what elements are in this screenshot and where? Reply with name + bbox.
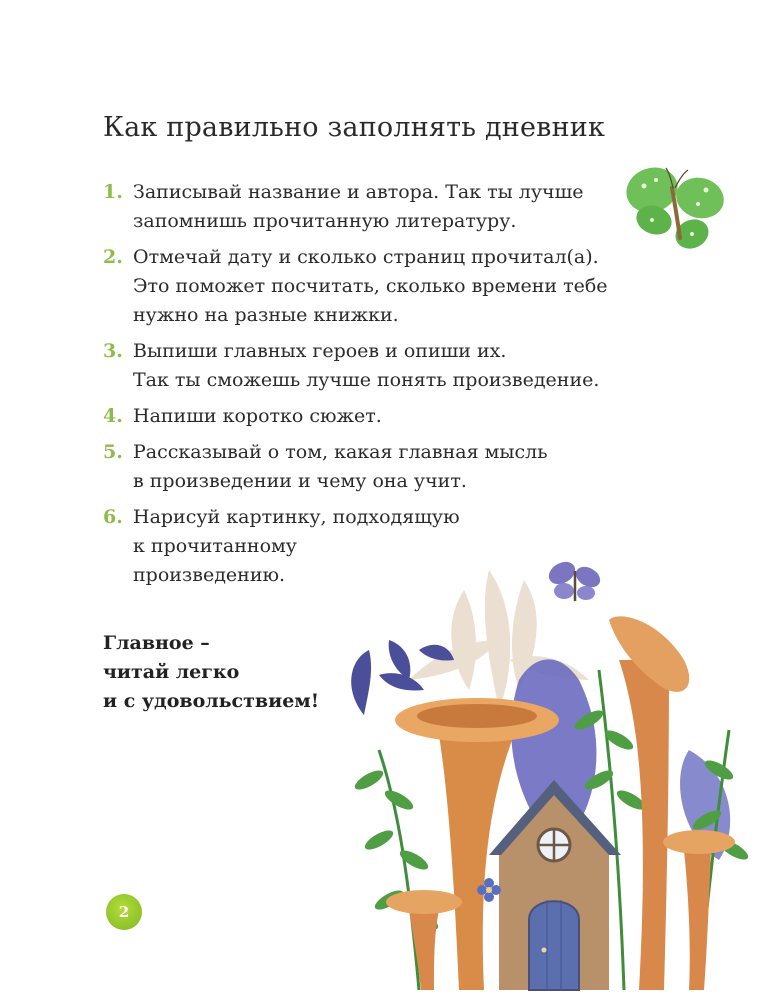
- step-text: Напиши коротко сюжет.: [133, 405, 382, 427]
- step-text: Отмечай дату и сколько страниц прочитал(а). Это поможет посчитать, сколько времени тебе нужно на разные книжки.: [133, 246, 608, 326]
- step-number: 5.: [103, 441, 123, 463]
- step-text: Нарисуй картинку, подходящую к прочитанному произведению.: [133, 506, 460, 586]
- instructions-list: [103, 178, 663, 597]
- step-number: 3.: [103, 340, 123, 362]
- green-butterfly-illustration: [622, 160, 732, 260]
- page-title: Как правильно заполнять дневник: [103, 112, 606, 143]
- step-text: Рассказывай о том, какая главная мысль в произведении и чему она учит.: [133, 441, 548, 492]
- list-item: [103, 243, 663, 330]
- page-number-badge: 2: [106, 894, 142, 930]
- step-text: Выпиши главных героев и опиши их. Так ты сможешь лучше понять произведение.: [133, 340, 600, 391]
- step-number: 6.: [103, 506, 123, 528]
- motto-text: Главное – читай легко и с удовольствием!: [103, 632, 320, 712]
- step-number: 4.: [103, 405, 123, 427]
- step-number: 2.: [103, 246, 123, 268]
- list-item: [103, 402, 663, 431]
- step-text: Записывай название и автора. Так ты лучше запомнишь прочитанную литературу.: [133, 181, 584, 232]
- step-number: 1.: [103, 181, 123, 203]
- list-item: [103, 438, 663, 496]
- list-item: [103, 337, 663, 395]
- list-item: [103, 178, 663, 236]
- mushroom-house-illustration: [339, 550, 759, 1000]
